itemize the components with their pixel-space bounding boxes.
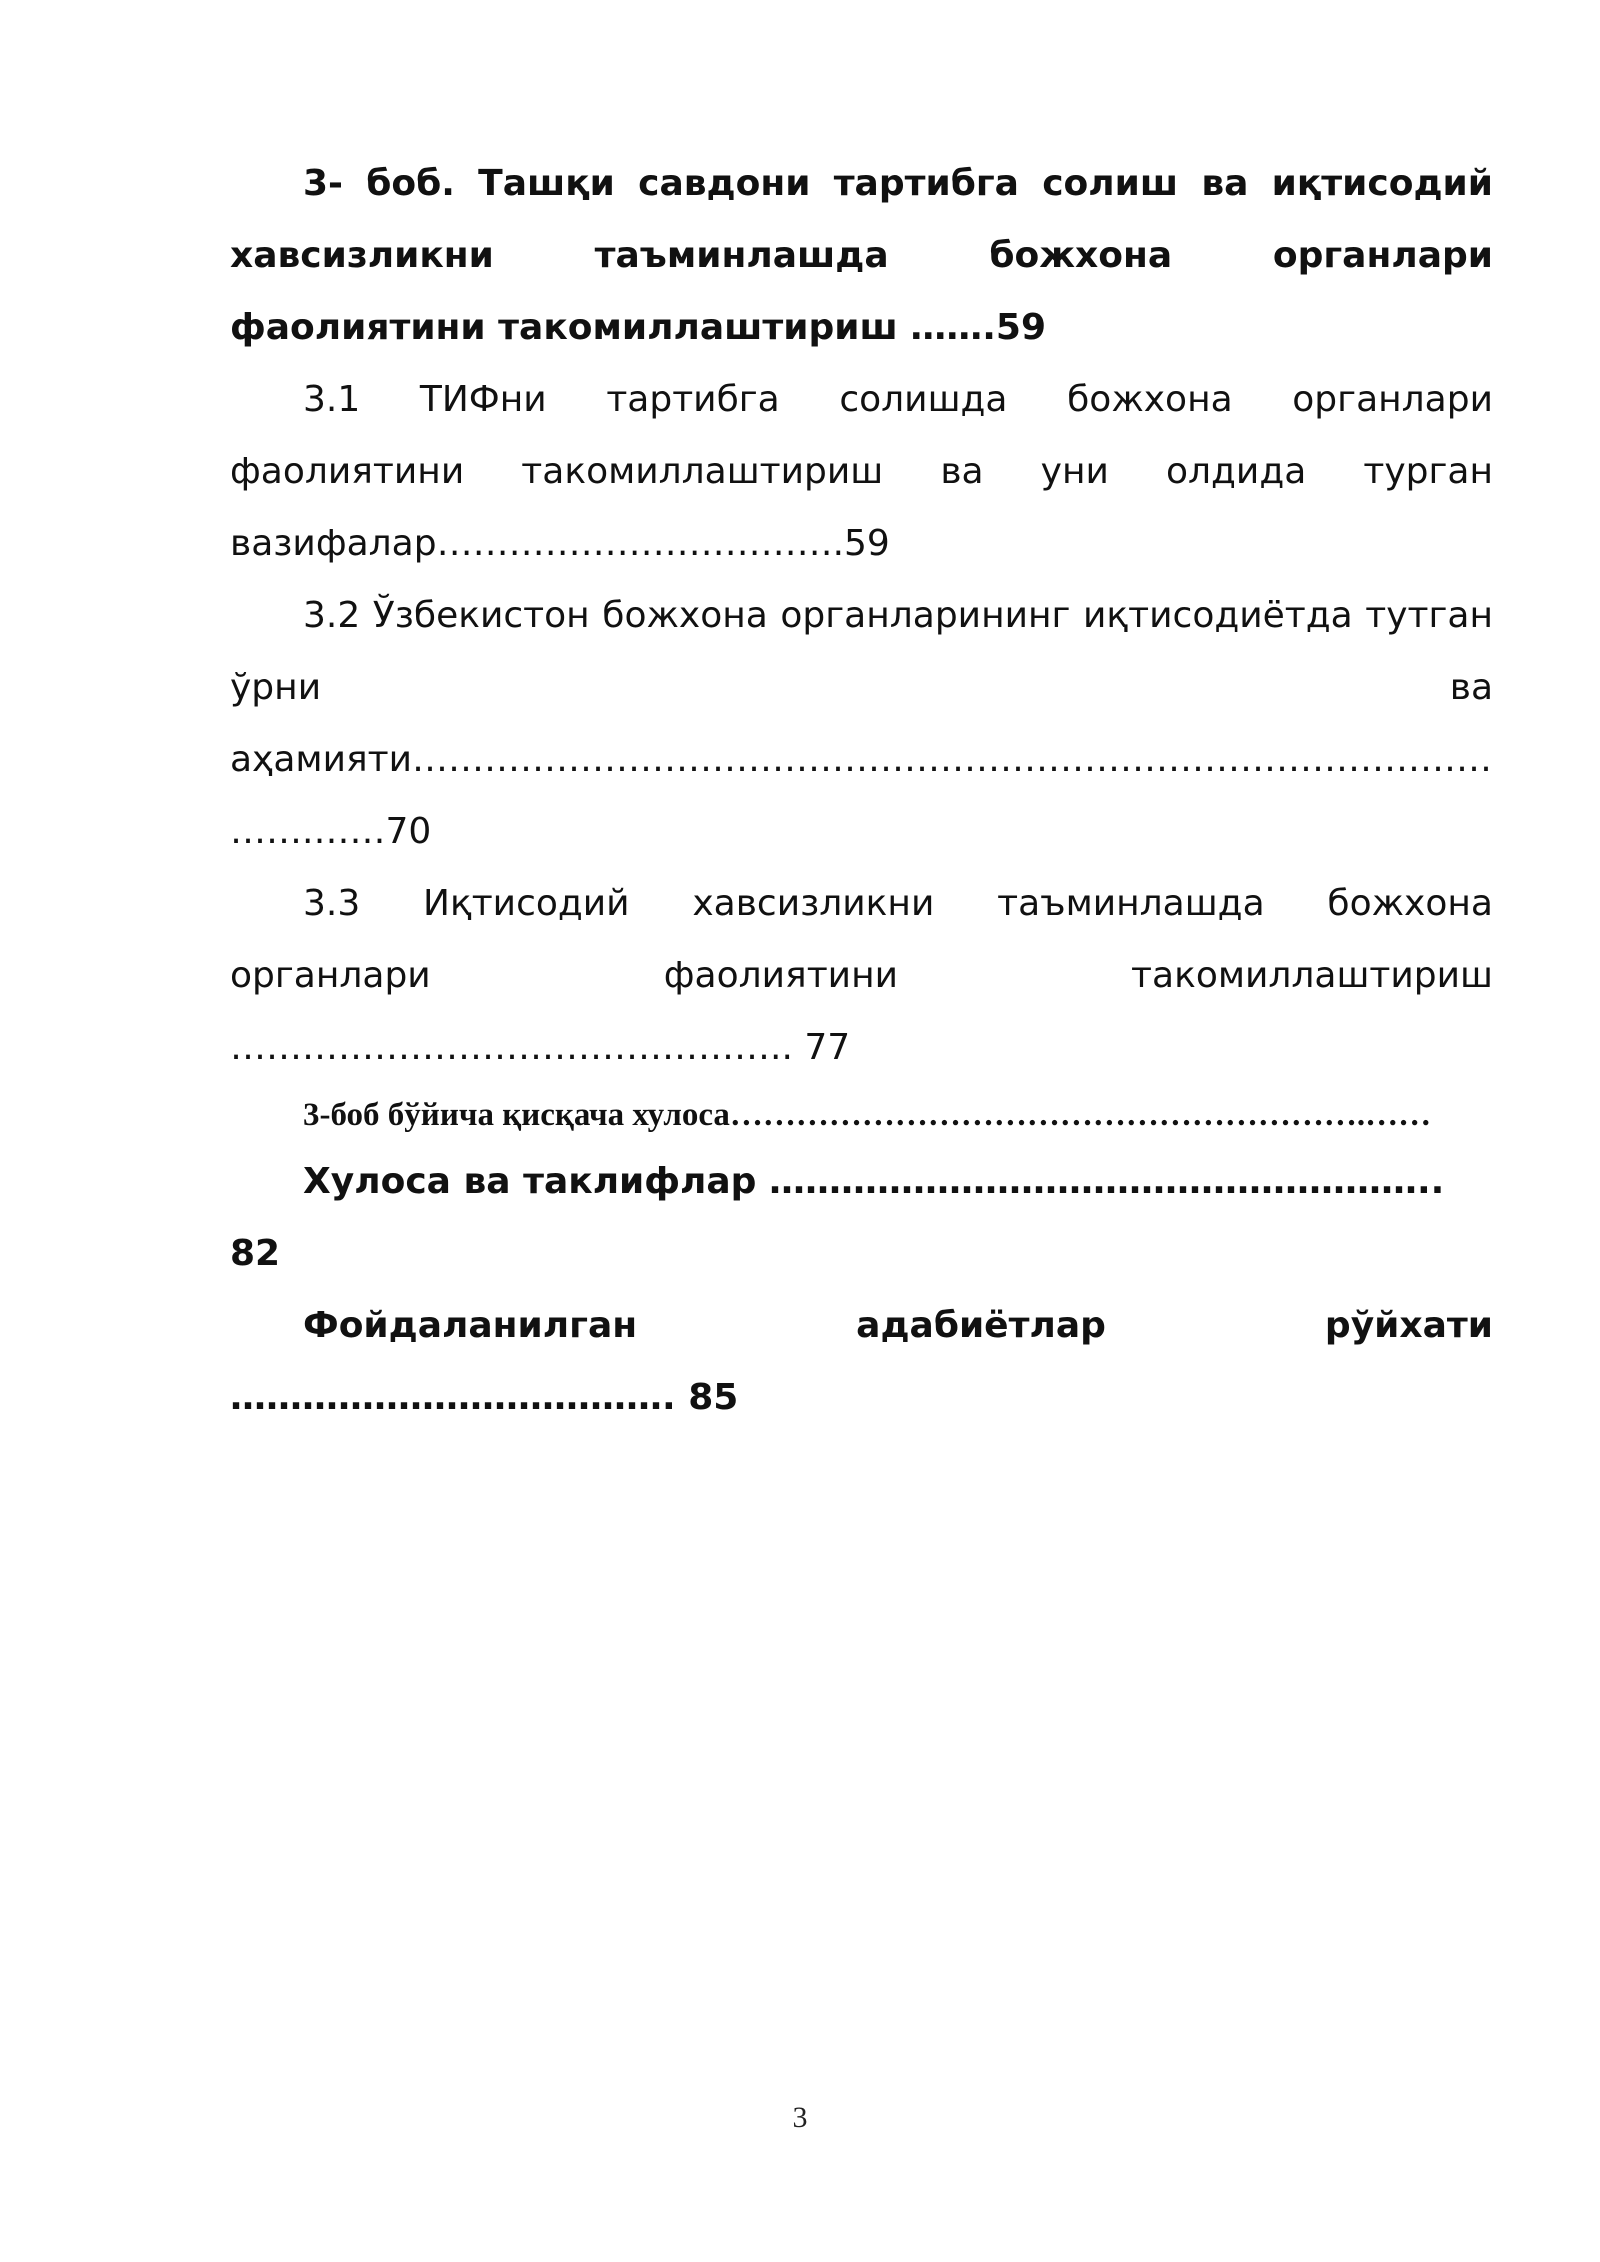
toc-entry-section-3-3: 3.3 Иқтисодий хавсизликни таъминлашда божхона органлари фаолиятини такомиллаштириш ……………………………………….. 77 xyxy=(230,883,1493,1068)
toc-entry-chapter-3: 3- боб. Ташқи савдони тартибга солиш ва иқтисодий хавсизликни таъминлашда божхона органлари фаолиятини такомиллаштириш …….59 xyxy=(230,163,1493,348)
page-number: 3 xyxy=(792,2101,808,2134)
toc-entry-chapter-3-summary: 3-боб бўйича қисқача хулоса………………………………………………….…… xyxy=(303,1097,1432,1133)
toc-entry-conclusion: Хулоса ва таклифлар ……………………………………………….. 82 xyxy=(230,1161,1445,1274)
toc-entry-section-3-2: 3.2 Ўзбекистон божхона органларининг иқтисодиётда тутган ўрни ва аҳамияти…………………………………………………………………………………….……70 xyxy=(230,595,1493,852)
toc-entry-section-3-1: 3.1 ТИФни тартибга солишда божхона органлари фаолиятини такомиллаштириш ва уни олдида турган вазифалар…………………………….59 xyxy=(230,379,1493,564)
toc-entry-references: Фойдаланилган адабиётлар рўйхати ………………………………. 85 xyxy=(230,1305,1493,1418)
table-of-contents xyxy=(230,148,1493,1434)
